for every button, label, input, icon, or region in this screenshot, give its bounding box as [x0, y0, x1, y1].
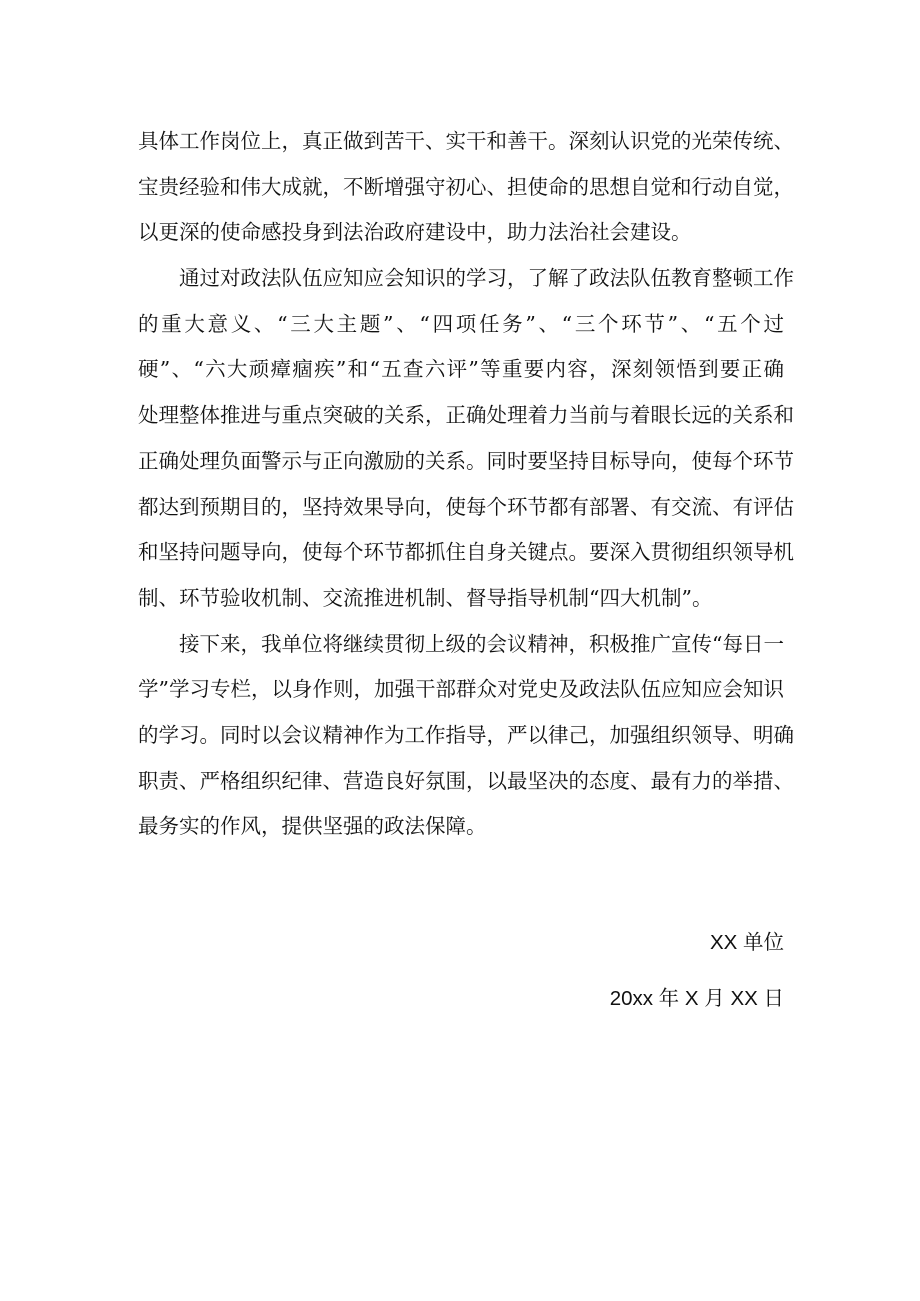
paragraph-2	[138, 256, 794, 622]
text-line: 以更深的使命感投身到法治政府建设中，助力法治社会建设。	[138, 220, 692, 245]
text-line: 具体工作岗位上，真正做到苦干、实干和善干。深刻认识党的光荣传统、	[138, 129, 794, 153]
text-line: 职责、严格组织纪律、营造良好氛围，以最坚决的态度、最有力的举措、	[138, 768, 794, 793]
text-line: 接下来，我单位将继续贯彻上级的会议精神，积极推广宣传“每日一	[179, 631, 784, 656]
text-line: 硬”、“六大顽瘴痼疾”和“五查六评”等重要内容，深刻领悟到要正确	[138, 357, 784, 382]
text-line: 最务实的作风，提供坚强的政法保障。	[138, 814, 487, 839]
paragraph-1	[138, 119, 794, 256]
text-line: 的学习。同时以会议精神作为工作指导，严以律己，加强组织领导、明确	[138, 722, 794, 747]
document-body	[138, 119, 794, 850]
text-line: 通过对政法队伍应知应会知识的学习，了解了政法队伍教育整顿工作	[179, 266, 794, 291]
text-line: 学”学习专栏，以身作则，加强干部群众对党史及政法队伍应知应会知识	[138, 677, 784, 702]
paragraph-3	[138, 622, 794, 850]
text-line: 正确处理负面警示与正向激励的关系。同时要坚持目标导向，使每个环节	[138, 448, 794, 473]
text-line: 处理整体推进与重点突破的关系，正确处理着力当前与着眼长远的关系和	[138, 403, 794, 428]
text-line: 制、环节验收机制、交流推进机制、督导指导机制“四大机制”。	[138, 585, 713, 610]
text-line: 的重大意义、“三大主题”、“四项任务”、“三个环节”、“五个过	[138, 311, 784, 336]
signature-organization: XX 单位	[709, 931, 784, 954]
text-line: 都达到预期目的，坚持效果导向，使每个环节都有部署、有交流、有评估	[138, 494, 794, 519]
signature-date: 20xx 年 X 月 XX 日	[609, 987, 784, 1010]
text-line: 和坚持问题导向，使每个环节都抓住自身关键点。要深入贯彻组织领导机	[138, 540, 794, 565]
text-line: 宝贵经验和伟大成就，不断增强守初心、担使命的思想自觉和行动自觉，	[138, 174, 794, 199]
